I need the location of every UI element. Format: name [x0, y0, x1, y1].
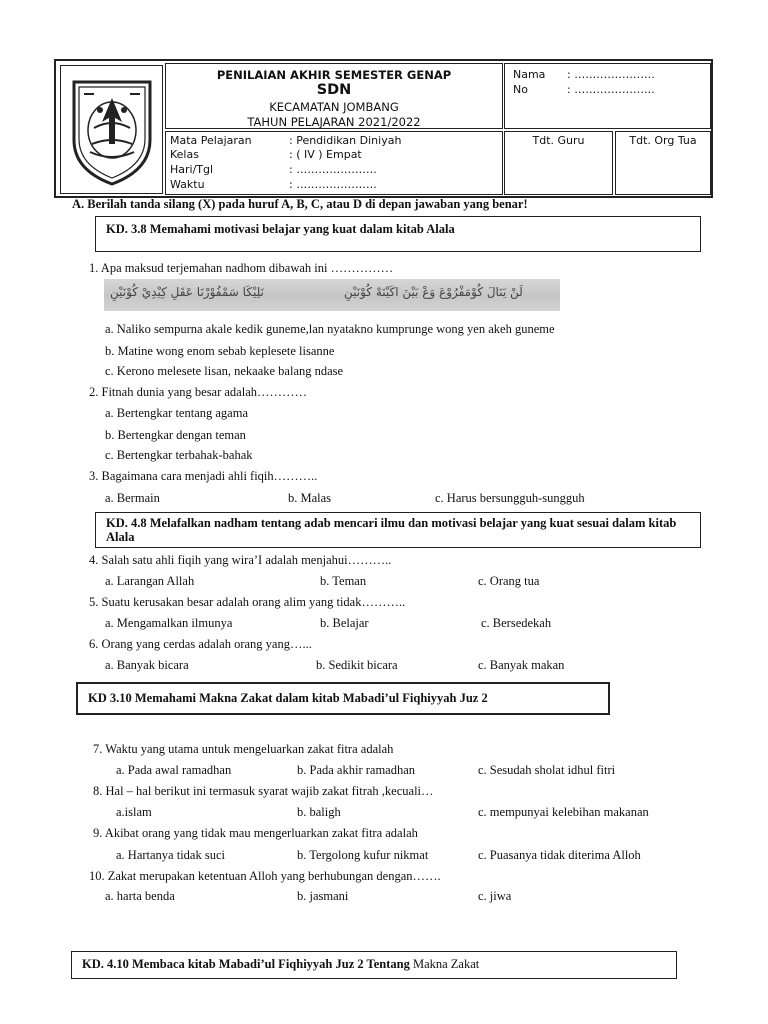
q3-option-c[interactable]: c. Harus bersungguh-sungguh: [435, 491, 585, 505]
q1-option-b[interactable]: b. Matine wong enom sebab keplesete lisanne: [105, 344, 335, 358]
district-name: KECAMATAN JOMBANG: [269, 100, 399, 114]
q3-option-b[interactable]: b. Malas: [288, 491, 332, 505]
kd-4-10-bold: KD. 4.10 Membaca kitab Mabadi’ul Fiqhiyyah Juz 2 Tentang: [82, 957, 410, 971]
logo-cell: [60, 65, 163, 194]
teacher-signature-cell[interactable]: [504, 131, 613, 195]
number-label: No: [513, 83, 528, 96]
q5-option-c[interactable]: c. Bersedekah: [481, 616, 552, 630]
question-2: 2. Fitnah dunia yang besar adalah…………: [89, 385, 308, 399]
kd-4-10-rest: Makna Zakat: [409, 957, 480, 971]
parent-signature-cell[interactable]: [615, 131, 711, 195]
time-field[interactable]: : ………………….: [289, 178, 377, 191]
title-cell: [165, 63, 503, 129]
school-name: SDN: [316, 82, 352, 98]
q2-option-b[interactable]: b. Bertengkar dengan teman: [105, 428, 246, 442]
teacher-signature-label: Tdt. Guru: [532, 134, 585, 147]
q3-option-a[interactable]: a. Bermain: [105, 491, 160, 505]
arabic-verse-right: لَنْ يَنَالَ كُوْمَفْرُوْعَ وَعْ بَيْنَ اكَيْنَهْ كُوْنَيْنِ: [344, 285, 523, 299]
question-6: 6. Orang yang cerdas adalah orang yang…...: [89, 637, 312, 651]
question-5: 5. Suatu kerusakan besar adalah orang alim yang tidak………..: [89, 595, 406, 609]
name-field[interactable]: : ………………….: [567, 68, 655, 81]
subject-value: : Pendidikan Diniyah: [289, 134, 402, 147]
q10-option-b[interactable]: b. jasmani: [297, 889, 349, 903]
q2-option-c[interactable]: c. Bertengkar terbahak-bahak: [105, 448, 253, 462]
arabic-verse-left: نَلِيْكَا سَمْفُوْرْنَا عَقَلِ كِيْدِيْ كُوْنَيْنِ: [110, 285, 264, 299]
q7-option-c[interactable]: c. Sesudah sholat idhul fitri: [478, 763, 616, 777]
time-label: Waktu: [170, 178, 205, 191]
date-label: Hari/Tgl: [170, 163, 214, 176]
q9-option-c[interactable]: c. Puasanya tidak diterima Alloh: [478, 848, 641, 862]
exam-title: PENILAIAN AKHIR SEMESTER GENAP: [216, 68, 452, 82]
kd-4-8-box: KD. 4.8 Melafalkan nadham tentang adab mencari ilmu dan motivasi belajar yang kuat sesuai dalam kitab Alala: [95, 512, 701, 548]
q1-option-c[interactable]: c. Kerono melesete lisan, nekaake balang ndase: [105, 364, 344, 378]
date-field[interactable]: : ………………….: [289, 163, 377, 176]
kd-3-10-box: KD 3.10 Memahami Makna Zakat dalam kitab Mabadi’ul Fiqhiyyah Juz 2: [76, 682, 610, 715]
q7-option-a[interactable]: a. Pada awal ramadhan: [116, 763, 232, 777]
q5-option-b[interactable]: b. Belajar: [320, 616, 369, 630]
exam-header: [54, 59, 713, 198]
q8-option-b[interactable]: b. baligh: [297, 805, 341, 819]
q7-option-b[interactable]: b. Pada akhir ramadhan: [297, 763, 416, 777]
q10-option-c[interactable]: c. jiwa: [478, 889, 512, 903]
class-label: Kelas: [170, 148, 199, 161]
q1-option-a[interactable]: a. Naliko sempurna akale kedik guneme,lan nyatakno kumprunge wong yen akeh guneme: [105, 322, 555, 336]
q8-option-c[interactable]: c. mempunyai kelebihan makanan: [478, 805, 649, 819]
kd-4-10-box: [71, 951, 677, 979]
q4-option-a[interactable]: a. Larangan Allah: [105, 574, 195, 588]
question-9: 9. Akibat orang yang tidak mau mengerluarkan zakat fitra adalah: [93, 826, 418, 840]
q6-option-a[interactable]: a. Banyak bicara: [105, 658, 189, 672]
q6-option-b[interactable]: b. Sedikit bicara: [316, 658, 398, 672]
subject-info-cell: [165, 131, 503, 195]
regency-emblem-icon: [64, 70, 160, 190]
arabic-verse-image: [104, 279, 560, 311]
question-3: 3. Bagaimana cara menjadi ahli fiqih………..: [89, 469, 318, 483]
number-field[interactable]: : ………………….: [567, 83, 655, 96]
instruction: A. Berilah tanda silang (X) pada huruf A, B, C, atau D di depan jawaban yang benar!: [72, 197, 528, 211]
q9-option-b[interactable]: b. Tergolong kufur nikmat: [297, 848, 429, 862]
question-1: 1. Apa maksud terjemahan nadhom dibawah ini ……………: [89, 261, 394, 275]
q9-option-a[interactable]: a. Hartanya tidak suci: [116, 848, 225, 862]
q8-option-a[interactable]: a.islam: [116, 805, 152, 819]
student-id-cell: [504, 63, 711, 129]
question-7: 7. Waktu yang utama untuk mengeluarkan zakat fitra adalah: [93, 742, 394, 756]
q4-option-b[interactable]: b. Teman: [320, 574, 367, 588]
academic-year: TAHUN PELAJARAN 2021/2022: [247, 115, 421, 129]
subject-label: Mata Pelajaran: [170, 134, 252, 147]
question-10: 10. Zakat merupakan ketentuan Alloh yang berhubungan dengan…….: [89, 869, 441, 883]
question-4: 4. Salah satu ahli fiqih yang wira’I adalah menjahui………..: [89, 553, 392, 567]
class-value: : ( IV ) Empat: [289, 148, 362, 161]
q6-option-c[interactable]: c. Banyak makan: [478, 658, 565, 672]
question-8: 8. Hal – hal berikut ini termasuk syarat wajib zakat fitrah ,kecuali…: [93, 784, 434, 798]
q10-option-a[interactable]: a. harta benda: [105, 889, 175, 903]
kd-3-8-box: KD. 3.8 Memahami motivasi belajar yang kuat dalam kitab Alala: [95, 216, 701, 252]
parent-signature-label: Tdt. Org Tua: [629, 134, 697, 147]
q5-option-a[interactable]: a. Mengamalkan ilmunya: [105, 616, 233, 630]
q2-option-a[interactable]: a. Bertengkar tentang agama: [105, 406, 248, 420]
q4-option-c[interactable]: c. Orang tua: [478, 574, 540, 588]
name-label: Nama: [513, 68, 546, 81]
